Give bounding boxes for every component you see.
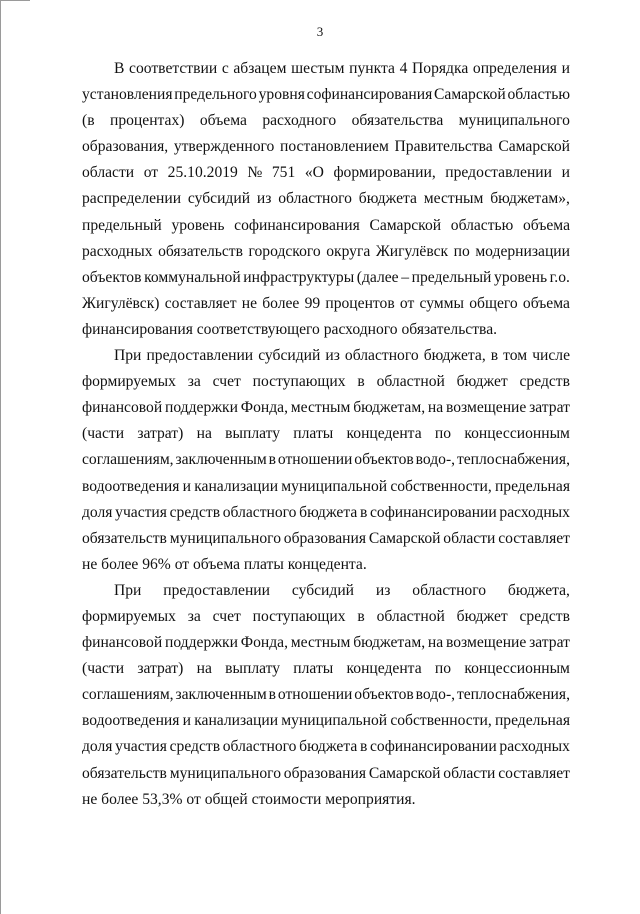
word: областью (507, 86, 570, 104)
word: Жигулёвск) (82, 294, 160, 312)
word: 4 (399, 60, 408, 77)
word: более (262, 294, 300, 312)
word: объектов (354, 686, 414, 704)
word: суммы (419, 294, 465, 312)
text-line: финансирования соответствующего расходного обязательства. (82, 320, 498, 338)
word: затрат) (137, 425, 184, 443)
word: областной (376, 607, 445, 625)
word: бюджета (299, 503, 358, 521)
word: отношении (277, 686, 353, 704)
word: муниципального (169, 764, 281, 782)
word: (далее (356, 268, 399, 286)
word: водоотведения (82, 712, 180, 730)
word: в (268, 686, 277, 704)
word: на (196, 425, 212, 443)
word: предельная (494, 712, 570, 730)
word: муниципальной (281, 477, 388, 495)
word: формируемых (82, 607, 176, 625)
word: 751 (271, 164, 296, 182)
word: поступающих (252, 373, 346, 391)
scan-edge (0, 0, 1, 914)
word: платы (293, 425, 334, 443)
word: из (325, 347, 340, 365)
word: № (247, 164, 263, 182)
word: Самарской (434, 86, 506, 104)
word: концедента (346, 660, 422, 678)
word: составляет (498, 764, 570, 782)
word: бюджета, (423, 347, 486, 365)
word: по (434, 425, 452, 443)
word: собственности, (390, 712, 492, 730)
word: утвержденного (173, 138, 275, 156)
word: бюджета (299, 738, 358, 756)
word: на (427, 399, 444, 417)
word: округа (326, 242, 371, 260)
text-line (82, 186, 570, 212)
text-line (82, 82, 570, 108)
word: уровень (494, 268, 548, 286)
word: общего (469, 294, 518, 312)
word: При (114, 347, 142, 365)
word: бюджета (358, 190, 417, 208)
text-line (82, 395, 570, 421)
word: канализации (194, 477, 279, 495)
word: доля (82, 738, 113, 756)
word: в (268, 451, 277, 469)
word: от (399, 294, 415, 312)
word: местным (423, 190, 484, 208)
word: При (114, 581, 142, 599)
word: процентах) (109, 112, 185, 130)
word: Самарской (369, 216, 442, 234)
word: затрат (529, 634, 570, 652)
word: затрат (529, 399, 570, 417)
text-line (82, 265, 570, 291)
word: теплоснабжения, (456, 451, 570, 469)
word: бюджет (456, 373, 508, 391)
paragraph-1 (82, 56, 570, 343)
word: по (434, 660, 452, 678)
word: счет (212, 607, 241, 625)
word: расходных (499, 738, 570, 756)
word: областного (222, 738, 297, 756)
text-line: не более 53,3% от общей стоимости мероприятия. (82, 790, 416, 808)
word: концессионным (464, 425, 570, 443)
word: субсидий (187, 190, 251, 208)
text-line (82, 447, 570, 473)
word: распределении (82, 190, 182, 208)
word: объектов (354, 451, 414, 469)
word: средств (519, 607, 570, 625)
word: областью (450, 216, 514, 234)
word: пункта (349, 60, 395, 77)
paragraph-3 (82, 578, 570, 813)
text-line (82, 369, 570, 395)
word: софинансировании (369, 738, 497, 756)
text-line (82, 500, 570, 526)
page-number: 3 (316, 24, 324, 39)
word: «О (304, 164, 324, 182)
word: возмещение (445, 399, 527, 417)
word: не (241, 294, 257, 312)
text-line (82, 708, 570, 734)
word: областного (344, 347, 419, 365)
word: с (221, 60, 229, 77)
word: выплату (225, 425, 281, 443)
word: из (375, 581, 391, 599)
word: за (187, 373, 201, 391)
word: средств (519, 373, 570, 391)
text-line (82, 604, 570, 630)
word: обязательств (82, 764, 167, 782)
text-line (82, 343, 570, 369)
word: бюджет (456, 607, 508, 625)
word: уровня (258, 86, 305, 104)
word: процентов (325, 294, 395, 312)
text-line (82, 682, 570, 708)
word: водо-, (415, 686, 456, 704)
word: Самарской (368, 529, 441, 547)
word: Правительства (394, 138, 493, 156)
word: областной (376, 373, 445, 391)
word: Порядка (412, 60, 469, 77)
word: модернизации (475, 242, 570, 260)
word: области (82, 164, 135, 182)
word: заключенным (175, 686, 267, 704)
word: бюджетам, (353, 634, 426, 652)
word: заключенным (175, 451, 267, 469)
word: обязательства (351, 112, 444, 130)
word: затрат) (137, 660, 184, 678)
word: по (453, 242, 470, 260)
word: объема (522, 294, 570, 312)
word: предоставлении (163, 581, 271, 599)
word: Фонда, (240, 399, 288, 417)
word: постановлением (280, 138, 389, 156)
word: абзацем (233, 60, 287, 77)
text-line (82, 108, 570, 134)
word: предоставлении (445, 164, 553, 182)
word: бюджетам, (353, 399, 426, 417)
word: обязательств (158, 242, 243, 260)
word: за (187, 607, 201, 625)
word: водоотведения (82, 477, 180, 495)
word: числе (532, 347, 570, 365)
word: участия (115, 738, 167, 756)
word: соответствии (129, 60, 218, 77)
text-line (82, 578, 570, 604)
word: местным (290, 399, 351, 417)
word: софинансирования (306, 86, 433, 104)
document-body (82, 56, 570, 813)
word: предельного (174, 86, 257, 104)
word: и (182, 477, 191, 495)
word: доля (82, 503, 113, 521)
word: Самарской (368, 764, 441, 782)
text-line (82, 630, 570, 656)
word: расходного (262, 112, 337, 130)
word: областного (412, 581, 487, 599)
word: областного (222, 503, 297, 521)
word: платы (293, 660, 334, 678)
word: от (143, 164, 159, 182)
word: расходных (82, 242, 153, 260)
text-line (82, 734, 570, 760)
word: в (490, 347, 499, 365)
word: формировании, (333, 164, 436, 182)
word: средств (169, 738, 221, 756)
word: объема (199, 112, 247, 130)
word: 99 (304, 294, 321, 312)
word: Жигулёвск (375, 242, 449, 260)
word: в (357, 373, 365, 391)
text-line (82, 656, 570, 682)
text-line (82, 213, 570, 239)
word: определения (472, 60, 557, 77)
scan-edge-top (0, 0, 30, 1)
word: участия (115, 503, 167, 521)
word: (части (82, 425, 125, 443)
word: том (503, 347, 528, 365)
text-line (82, 474, 570, 500)
word: бюджета, (507, 581, 570, 599)
word: Фонда, (240, 634, 288, 652)
word: возмещение (445, 634, 527, 652)
word: уровень (171, 216, 225, 234)
word: (части (82, 660, 125, 678)
word: в (359, 503, 368, 521)
text-line (82, 160, 570, 186)
word: и (182, 712, 191, 730)
word: счет (212, 373, 241, 391)
word: концедента (346, 425, 422, 443)
word: и (561, 164, 570, 182)
text-line (82, 239, 570, 265)
word: г.о. (549, 268, 570, 286)
word: бюджетам», (490, 190, 570, 208)
word: местным (290, 634, 351, 652)
word: коммунальной (144, 268, 241, 286)
word: образования (283, 529, 367, 547)
word: на (196, 660, 212, 678)
word: образования, (82, 138, 169, 156)
paragraph-2 (82, 343, 570, 578)
word: городского (248, 242, 321, 260)
word: из (256, 190, 272, 208)
word: обязательств (82, 529, 167, 547)
word: софинансирования (234, 216, 360, 234)
word: концессионным (464, 660, 570, 678)
word: поддержки (164, 399, 238, 417)
word: предельный (82, 216, 162, 234)
word: канализации (194, 712, 279, 730)
word: образования (283, 764, 367, 782)
word: предельный (411, 268, 492, 286)
word: (в (82, 112, 95, 130)
text-line (82, 761, 570, 787)
word: субсидий (258, 347, 321, 365)
word: области (443, 764, 496, 782)
word: водо-, (415, 451, 456, 469)
word: предельная (494, 477, 570, 495)
text-line: не более 96% от объема платы концедента. (82, 555, 367, 573)
word: в (357, 607, 365, 625)
word: выплату (225, 660, 281, 678)
word: формируемых (82, 373, 176, 391)
word: объема (522, 216, 570, 234)
word: предоставлении (146, 347, 254, 365)
word: соглашениям, (82, 686, 174, 704)
word: поступающих (252, 607, 346, 625)
word: финансовой (82, 399, 163, 417)
text-line (82, 526, 570, 552)
word: составляет (164, 294, 237, 312)
word: субсидий (291, 581, 355, 599)
text-line (82, 56, 570, 82)
text-line (82, 291, 570, 317)
word: и (561, 60, 570, 77)
word: установления (82, 86, 173, 104)
word: теплоснабжения, (456, 686, 570, 704)
word: в (359, 738, 368, 756)
word: муниципального (458, 112, 570, 130)
word: 25.10.2019 (167, 164, 238, 182)
word: софинансировании (369, 503, 497, 521)
word: объектов (82, 268, 142, 286)
word: шестым (291, 60, 345, 77)
word: отношении (277, 451, 353, 469)
word: областного (278, 190, 352, 208)
word: расходных (499, 503, 570, 521)
word: инфраструктуры (243, 268, 355, 286)
word: – (401, 268, 410, 286)
word: муниципальной (281, 712, 388, 730)
word: поддержки (164, 634, 238, 652)
word: собственности, (390, 477, 492, 495)
text-line (82, 134, 570, 160)
text-line (82, 421, 570, 447)
word: области (443, 529, 496, 547)
word: средств (169, 503, 221, 521)
word: соглашениям, (82, 451, 174, 469)
word: финансовой (82, 634, 163, 652)
word: муниципального (169, 529, 281, 547)
word: на (427, 634, 444, 652)
word: Самарской (498, 138, 570, 156)
word: составляет (498, 529, 570, 547)
word: В (114, 60, 125, 77)
